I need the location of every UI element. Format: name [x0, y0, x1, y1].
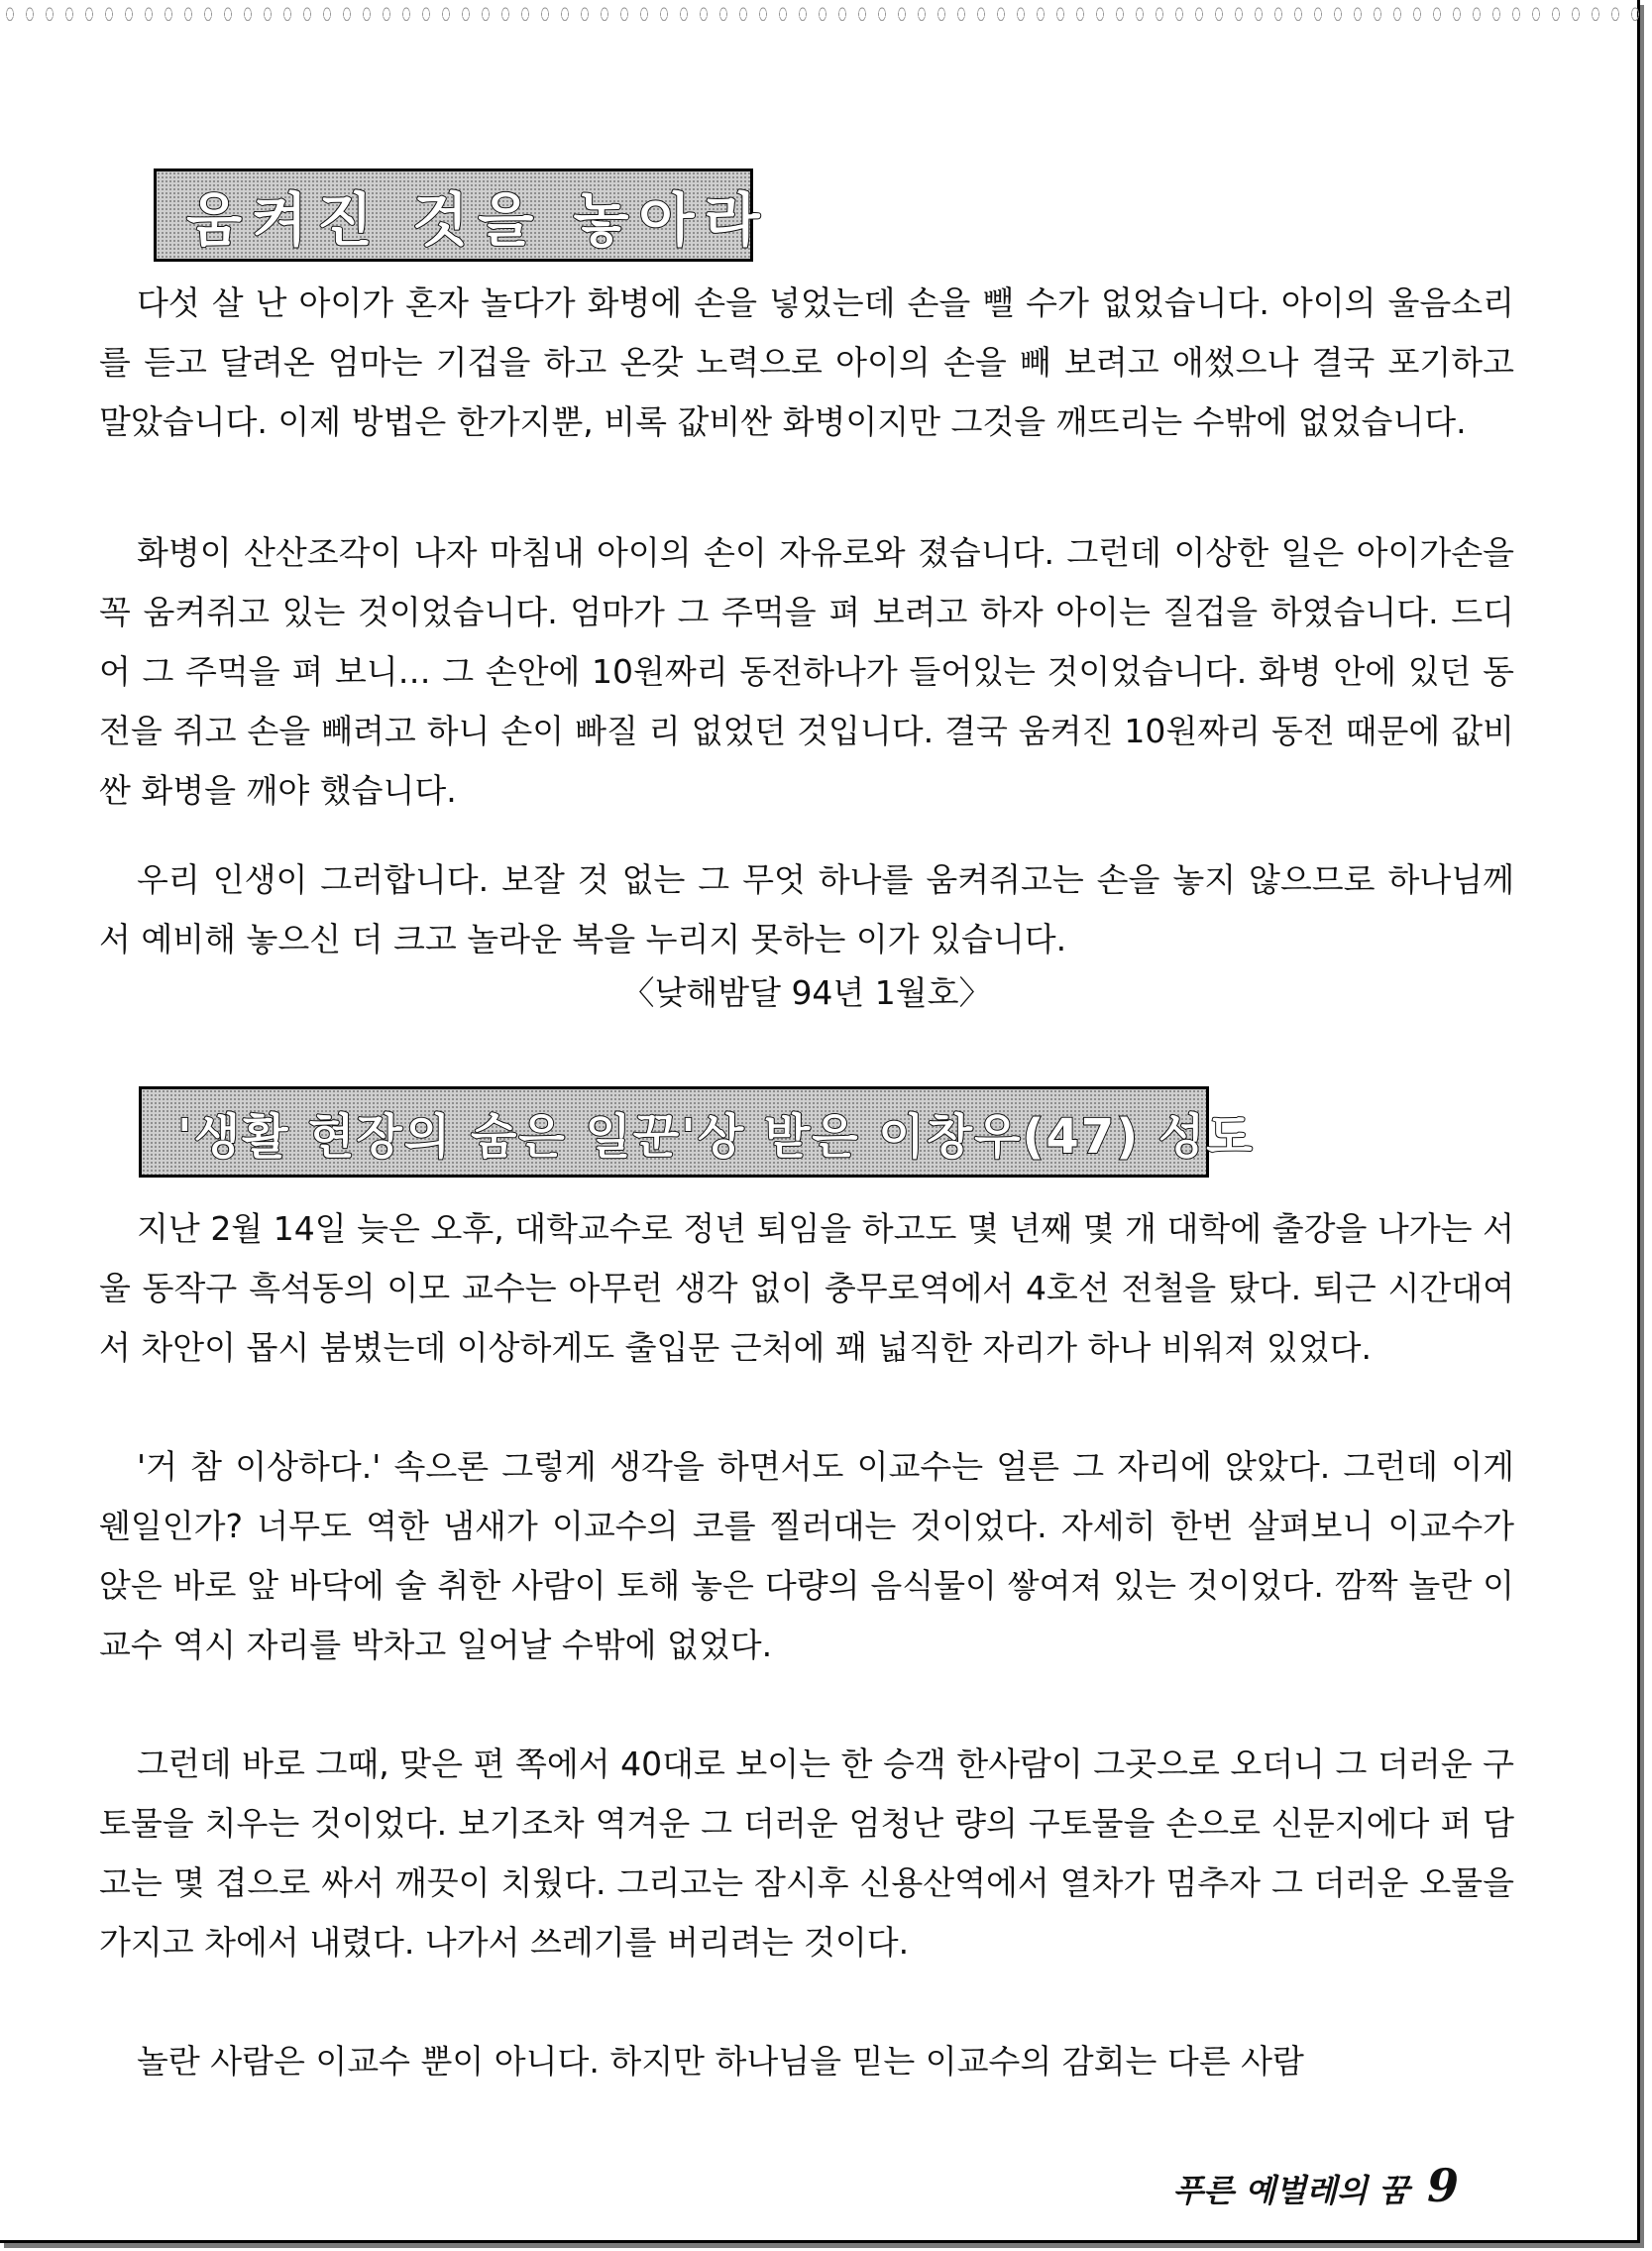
article2-heading-box — [139, 1086, 1255, 1178]
article1-source: 〈낮해밤달 94년 1월호〉 — [621, 973, 992, 1012]
footer-title: 푸른 예벌레의 꿈 — [1172, 2172, 1409, 2209]
page-footer — [1172, 2159, 1459, 2212]
spiral-binding — [0, 0, 1640, 26]
article2-paragraph-4: 놀란 사람은 이교수 뿐이 아니다. 하지만 하나님을 믿는 이교수의 감회는 다른 사람 — [137, 2042, 1304, 2081]
article1-paragraph-1: 다섯 살 난 아이가 혼자 놀다가 화병에 손을 넣었는데 손을 뺄 수가 없었습니다. 아이의 울음소리를 듣고 달려온 엄마는 기겁을 하고 온갖 노력으로 아이의 손을 빼 보려고 애썼으나 결국 포기하고 말았습니다. 이제 방법은 한가지뿐, 비록 값비싼 화병이지만 그것을 깨뜨리는 수밖에 없었습니다. — [99, 283, 1514, 441]
article2-paragraph-2: '거 참 이상하다.' 속으론 그렇게 생각을 하면서도 이교수는 얼른 그 자리에 앉았다. 그런데 이게 웬일인가? 너무도 역한 냄새가 이교수의 코를 찔러대는 것이었다. 자세히 한번 살펴보니 이교수가 앉은 바로 앞 바닥에 술 취한 사람이 토해 놓은 다량의 음식물이 쌓여져 있는 것이었다. 깜짝 놀란 이교수 역시 자리를 박차고 일어날 수밖에 없었다. — [99, 1447, 1514, 1664]
article2-paragraph-1: 지난 2월 14일 늦은 오후, 대학교수로 정년 퇴임을 하고도 몇 년째 몇 개 대학에 출강을 나가는 서울 동작구 흑석동의 이모 교수는 아무런 생각 없이 충무로역에서 4호선 전철을 탔다. 퇴근 시간대여서 차안이 몹시 붐볐는데 이상하게도 출입문 근처에 꽤 넓직한 자리가 하나 비워져 있었다. — [99, 1209, 1514, 1367]
article1-paragraph-2: 화병이 산산조각이 나자 마침내 아이의 손이 자유로와 졌습니다. 그런데 이상한 일은 아이가손을 꼭 움켜쥐고 있는 것이었습니다. 엄마가 그 주먹을 펴 보려고 하자 아이는 질겁을 하였습니다. 드디어 그 주먹을 펴 보니… 그 손안에 10원짜리 동전하나가 들어있는 것이었습니다. 화병 안에 있던 동전을 쥐고 손을 빼려고 하니 손이 빠질 리 없었던 것입니다. 결국 움켜진 10원짜리 동전 때문에 값비싼 화병을 깨야 했습니다. — [99, 533, 1514, 810]
article1-paragraph-3: 우리 인생이 그러합니다. 보잘 것 없는 그 무엇 하나를 움켜쥐고는 손을 놓지 않으므로 하나님께서 예비해 놓으신 더 크고 놀라운 복을 누리지 못하는 이가 있습니다. — [99, 860, 1514, 958]
page-number: 9 — [1426, 2159, 1459, 2212]
article1-heading-box — [154, 169, 770, 262]
article2-heading: '생활 현장의 숨은 일꾼'상 받은 이창우(47) 성도 — [177, 1108, 1255, 1165]
article1-heading: 움켜진 것을 놓아라 — [186, 186, 770, 254]
article2-paragraph-3: 그런데 바로 그때, 맞은 편 쪽에서 40대로 보이는 한 승객 한사람이 그곳으로 오더니 그 더러운 구토물을 치우는 것이었다. 보기조차 역겨운 그 더러운 엄청난 량의 구토물을 손으로 신문지에다 퍼 담고는 몇 겹으로 싸서 깨끗이 치웠다. 그리고는 잠시후 신용산역에서 열차가 멈추자 그 더러운 오물을 가지고 차에서 내렸다. 나가서 쓰레기를 버리려는 것이다. — [99, 1745, 1514, 1962]
